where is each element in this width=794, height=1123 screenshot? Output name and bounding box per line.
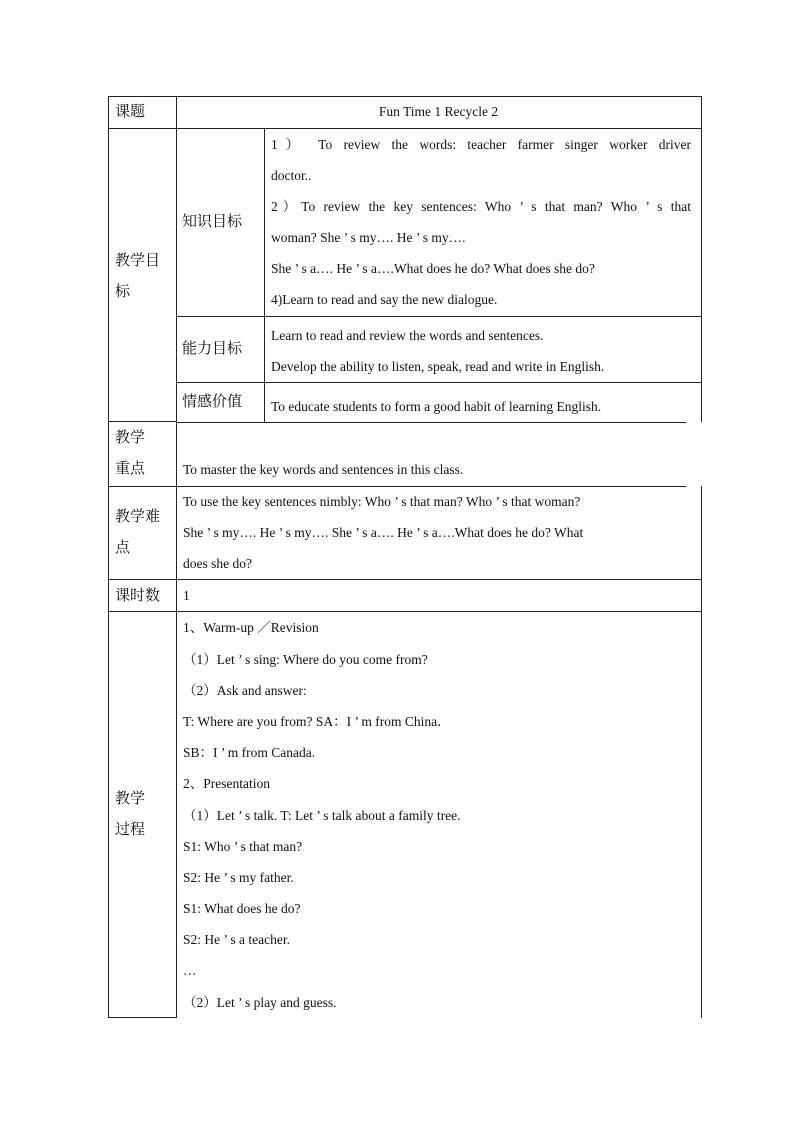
goals-label: 教学目 [115, 251, 161, 269]
topic-label: 课题 [115, 102, 146, 120]
process-line: （1）Let ’ s talk. T: Let ’ s talk about a family tree. [183, 808, 461, 823]
process-line: S1: Who ’ s that man? [183, 839, 303, 854]
key-points-label: 重点 [115, 459, 146, 477]
table-line [176, 316, 701, 317]
knowledge-goal-line: 4)Learn to read and say the new dialogue. [271, 292, 498, 307]
knowledge-goal-line: 1） To review the words: teacher farmer singer worker driver [271, 137, 691, 152]
process-line: T: Where are you from? SA：I ’ m from China． [183, 714, 451, 729]
knowledge-goal-line: She ’ s a…. He ’ s a….What does he do? What does she do? [271, 261, 595, 276]
ability-goal-line: Develop the ability to listen, speak, read and write in English. [271, 359, 605, 374]
process-line: … [183, 963, 197, 978]
process-line: S1: What does he do? [183, 901, 301, 916]
process-line: （2）Ask and answer: [183, 683, 307, 698]
goals-label: 标 [115, 282, 131, 300]
process-line: （1）Let ’ s sing: Where do you come from? [183, 652, 428, 667]
table-line [264, 128, 265, 422]
table-line [108, 486, 176, 487]
difficult-points-label: 点 [115, 538, 131, 556]
difficult-points-line: does she do? [183, 556, 252, 571]
emotion-goal-line: To educate students to form a good habit of learning English. [271, 399, 602, 414]
difficult-points-line: To use the key sentences nimbly: Who ’ s that man? Who ’ s that woman? [183, 494, 581, 509]
difficult-points-label: 教学难 [115, 507, 161, 525]
process-line: S2: He ’ s my father. [183, 870, 294, 885]
table-line [108, 96, 109, 1018]
table-line [108, 1017, 177, 1018]
class-hours-label: 课时数 [115, 586, 161, 604]
key-points-value: To master the key words and sentences in this class. [183, 462, 464, 477]
process-line: （2）Let ’ s play and guess. [183, 995, 337, 1010]
key-points-label: 教学 [115, 428, 146, 446]
table-line [176, 422, 686, 423]
emotion-goal-label: 情感价值 [182, 392, 243, 410]
process-line: 2、Presentation [183, 776, 270, 791]
process-line: 1、Warm-up ／Revision [183, 620, 319, 635]
topic-value: Fun Time 1 Recycle 2 [378, 104, 499, 119]
knowledge-goal-line: 2）To review the key sentences: Who ’ s that man? Who ’ s that [271, 199, 691, 214]
knowledge-goal-label: 知识目标 [182, 212, 243, 230]
process-label: 过程 [115, 820, 146, 838]
table-line [176, 96, 177, 1018]
ability-goal-line: Learn to read and review the words and sentences. [271, 328, 544, 343]
table-line [108, 579, 701, 580]
table-line [701, 96, 702, 422]
table-line [176, 382, 701, 383]
knowledge-goal-line: doctor.. [271, 168, 312, 183]
process-label: 教学 [115, 789, 146, 807]
table-line [701, 486, 702, 1018]
knowledge-goal-line: woman? She ’ s my…. He ’ s my…. [271, 230, 466, 245]
class-hours-value: 1 [183, 588, 190, 603]
difficult-points-line: She ’ s my…. He ’ s my…. She ’ s a…. He ’ s a….What does he do? What [183, 525, 584, 540]
ability-goal-label: 能力目标 [182, 339, 243, 357]
process-line: SB：I ’ m from Canada. [183, 745, 316, 760]
process-line: S2: He ’ s a teacher. [183, 932, 290, 947]
